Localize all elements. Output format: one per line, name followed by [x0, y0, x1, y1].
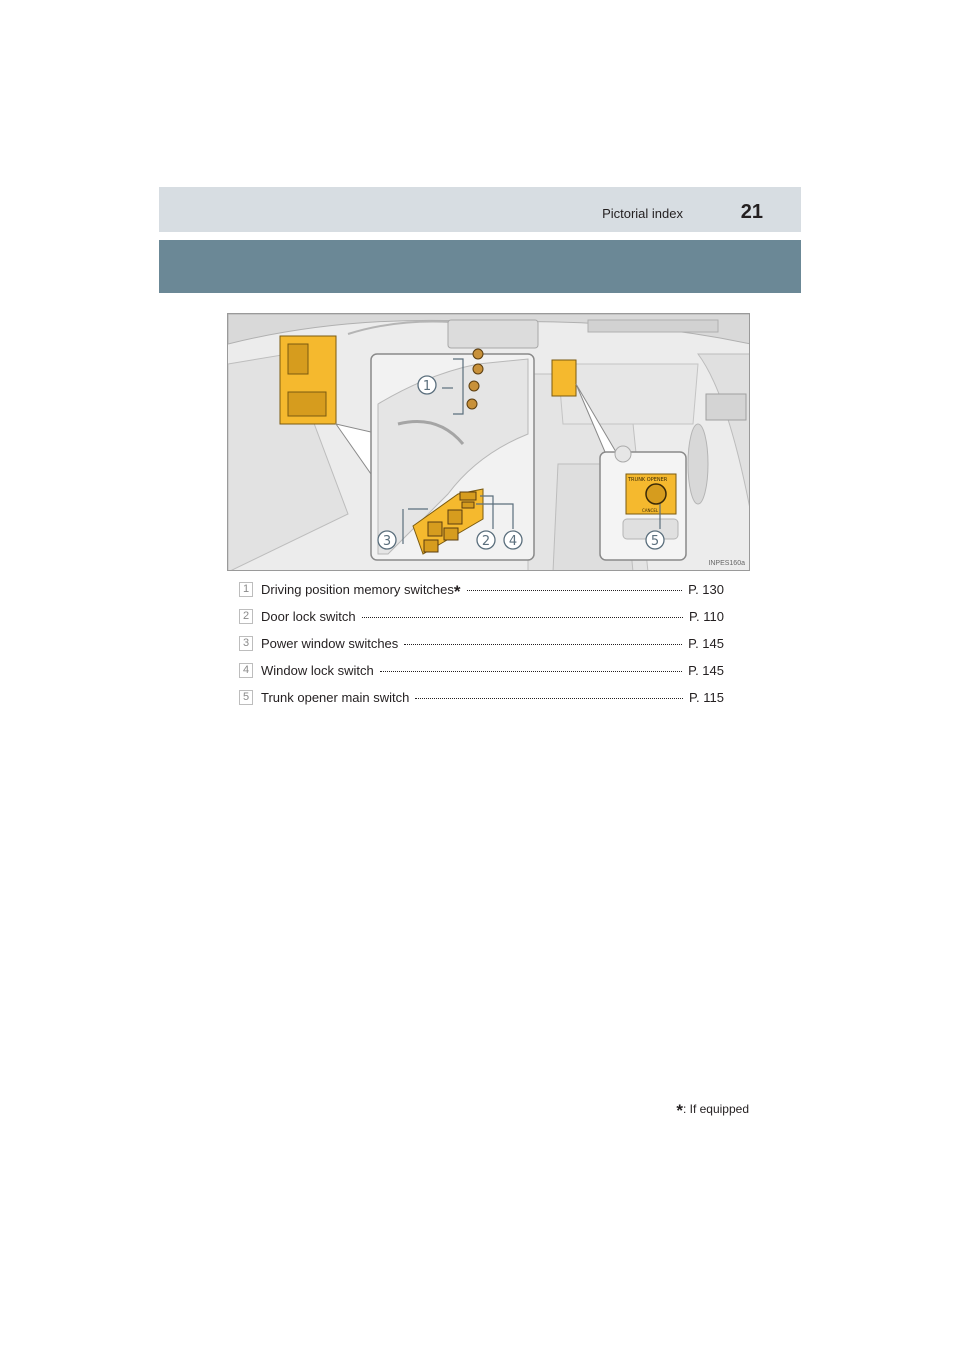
item-number: 1 [239, 582, 253, 597]
illustration-drawing [228, 314, 750, 571]
page-reference-link[interactable]: P. 130 [688, 582, 724, 597]
section-title: Pictorial index [602, 206, 683, 221]
list-item [239, 580, 724, 607]
footnote-text: : If equipped [682, 1102, 749, 1116]
dot-leader [404, 644, 682, 645]
trunk-opener-text: TRUNK OPENER [628, 477, 668, 483]
dot-leader [415, 698, 683, 699]
item-number: 2 [239, 609, 253, 624]
list-item [239, 661, 724, 688]
list-item [239, 688, 724, 715]
page-reference-link[interactable]: P. 115 [689, 690, 724, 705]
page-number: 21 [740, 201, 763, 223]
svg-text:1: 1 [422, 379, 432, 394]
callout-5 [646, 531, 664, 549]
asterisk-mark: * [453, 582, 461, 601]
svg-text:5: 5 [650, 534, 660, 549]
page-header [159, 187, 801, 232]
page-reference-link[interactable]: P. 145 [688, 636, 724, 651]
callout-1 [418, 376, 436, 394]
item-list [239, 580, 724, 715]
svg-text:4: 4 [508, 534, 518, 549]
car-interior-illustration [227, 313, 750, 571]
item-number: 5 [239, 690, 253, 705]
footnote [676, 1101, 749, 1121]
item-number: 3 [239, 636, 253, 651]
page-reference-link[interactable]: P. 145 [688, 663, 724, 678]
footnote-asterisk: * [676, 1101, 683, 1120]
callout-2 [477, 531, 495, 549]
item-label: Driving position memory switches* [261, 582, 461, 601]
callout-3 [378, 531, 396, 549]
item-number: 4 [239, 663, 253, 678]
svg-text:2: 2 [481, 534, 491, 549]
list-item [239, 634, 724, 661]
section-band [159, 240, 801, 293]
item-label: Power window switches [261, 636, 399, 651]
svg-text:3: 3 [382, 534, 392, 549]
list-item [239, 607, 724, 634]
dot-leader [380, 671, 682, 672]
item-label: Window lock switch [261, 663, 374, 678]
page-reference-link[interactable]: P. 110 [689, 609, 724, 624]
dot-leader [467, 590, 683, 591]
cancel-text: CANCEL [642, 508, 659, 513]
dot-leader [362, 617, 683, 618]
item-label: Door lock switch [261, 609, 356, 624]
callout-4 [504, 531, 522, 549]
item-label: Trunk opener main switch [261, 690, 410, 705]
image-code: INPES160a [708, 560, 745, 567]
